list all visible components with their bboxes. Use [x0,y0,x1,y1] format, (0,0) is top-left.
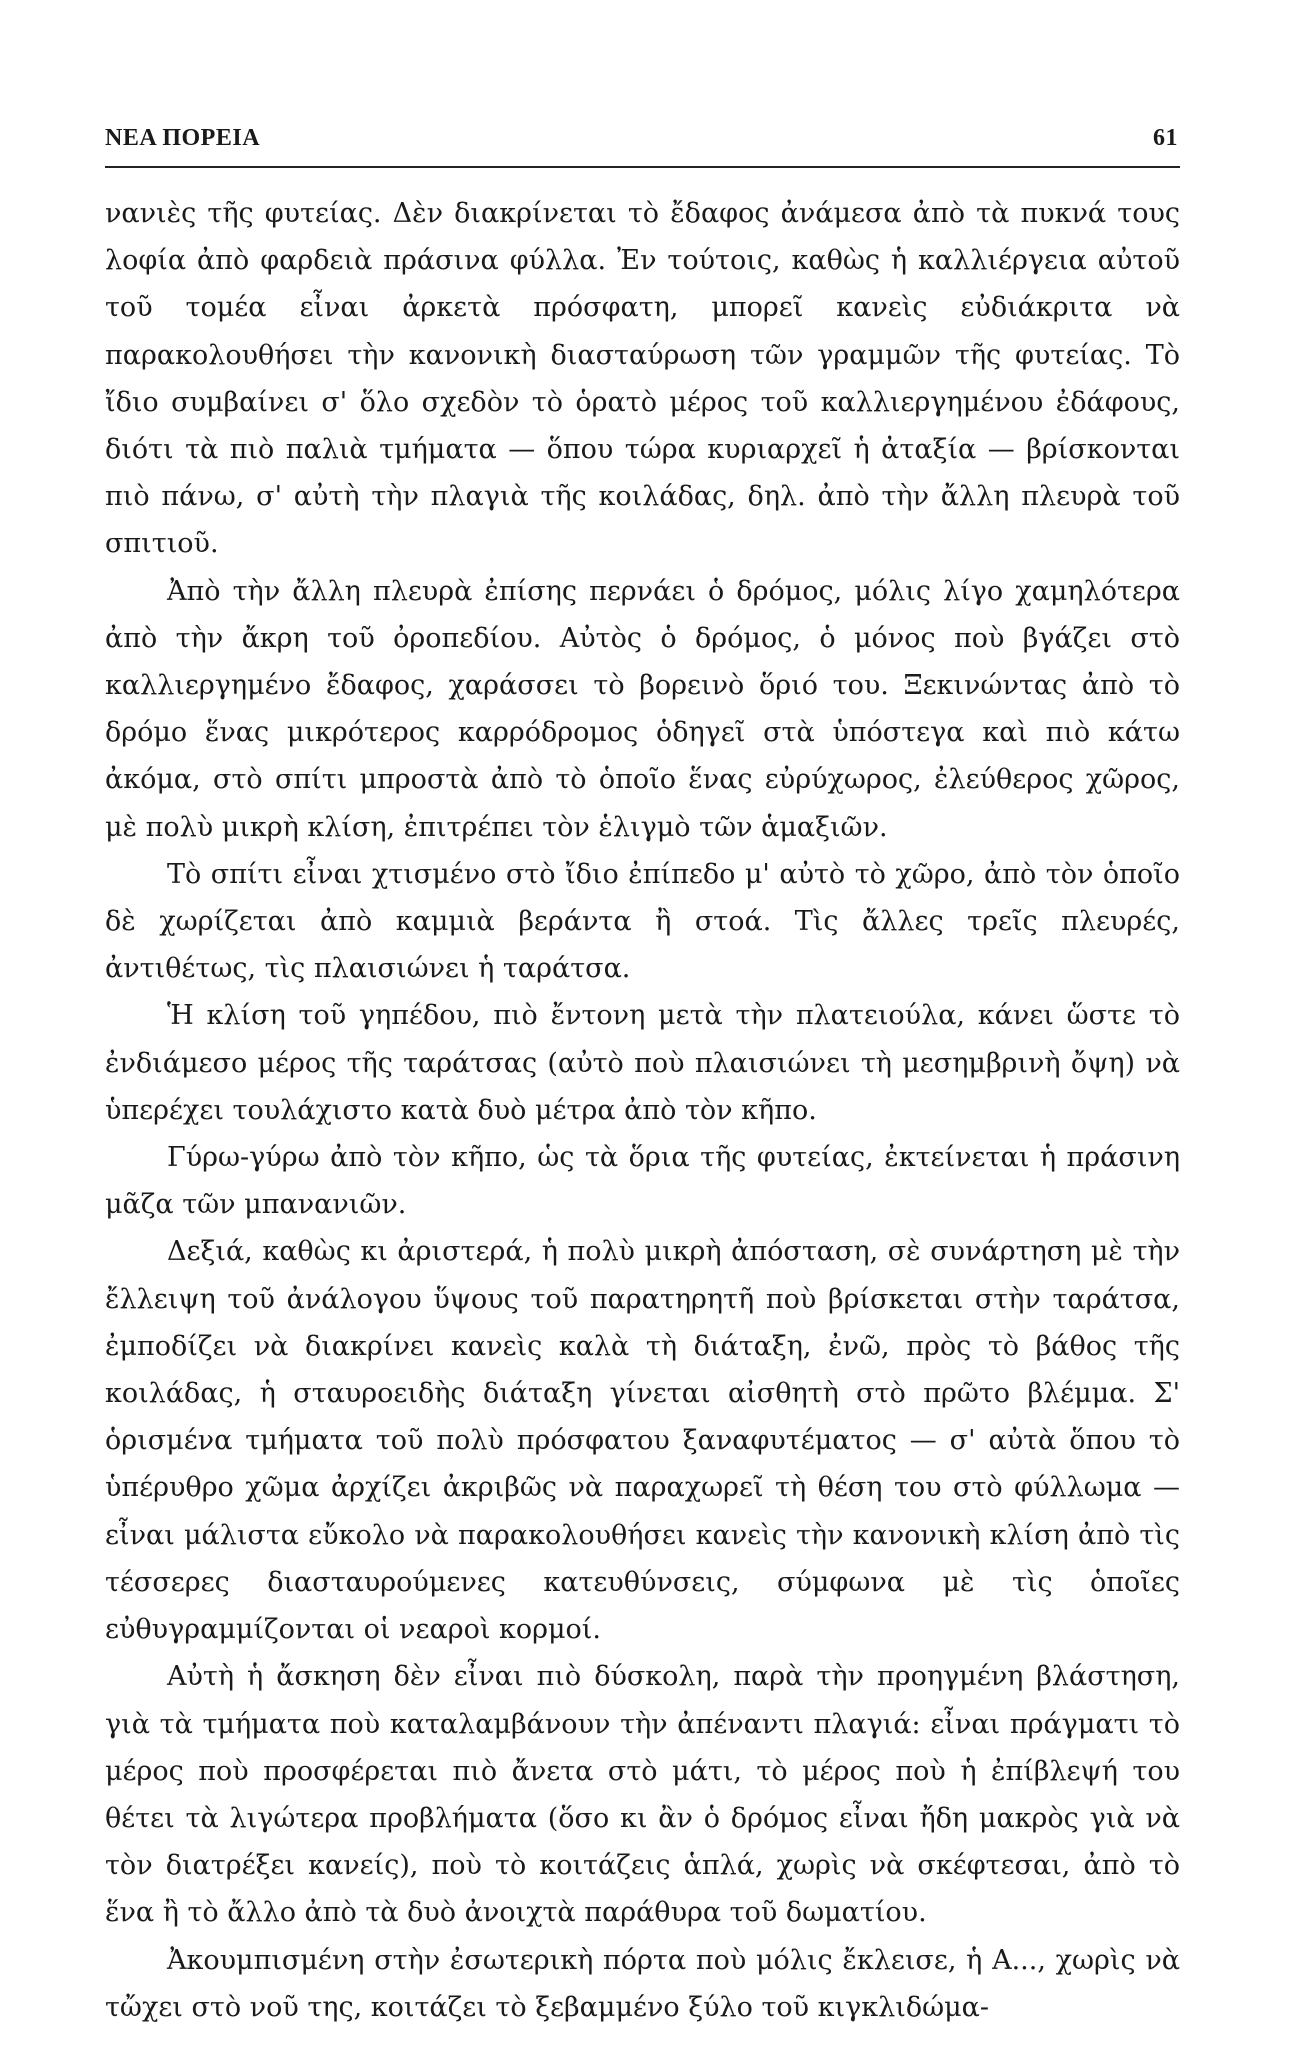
paragraph: Αὐτὴ ἡ ἄσκηση δὲν εἶναι πιὸ δύσκολη, παρὰ τὴν προηγμένη βλάστηση, γιὰ τὰ τμήματα ποὺ καταλαμβάνουν τὴν ἀπέναντι πλαγιά: εἶναι πράγματι τὸ μέρος ποὺ προσφέρεται πιὸ ἄνετα στὸ μάτι, τὸ μέρος ποὺ ἡ ἐπίβλεψή του θέτει τὰ λιγώτερα προβλήματα (ὅσο κι ἂν ὁ δρόμος εἶναι ἤδη μακρὸς γιὰ νὰ τὸν διατρέξει κανείς), ποὺ τὸ κοιτάζεις ἁπλά, χωρὶς νὰ σκέφτεσαι, ἀπὸ τὸ ἕνα ἢ τὸ ἄλλο ἀπὸ τὰ δυὸ ἀνοιχτὰ παράθυρα τοῦ δωματίου. [105,1661,1180,1929]
paragraph: Ἡ κλίση τοῦ γηπέδου, πιὸ ἔντονη μετὰ τὴν πλατειούλα, κάνει ὥστε τὸ ἐνδιάμεσο μέρος τῆς ταράτσας (αὐτὸ ποὺ πλαισιώνει τὴ μεσημβρινὴ ὄψη) νὰ ὑπερέχει τουλάχιστο κατὰ δυὸ μέτρα ἀπὸ τὸν κῆπο. [105,1000,1180,1126]
paragraph: Ἀπὸ τὴν ἄλλη πλευρὰ ἐπίσης περνάει ὁ δρόμος, μόλις λίγο χαμηλότερα ἀπὸ τὴν ἄκρη τοῦ ὀροπεδίου. Αὐτὸς ὁ δρόμος, ὁ μόνος ποὺ βγάζει στὸ καλλιεργημένο ἔδαφος, χαράσσει τὸ βορεινὸ ὅριό του. Ξεκινώντας ἀπὸ τὸ δρόμο ἕνας μικρότερος καρρόδρομος ὁδηγεῖ στὰ ὑπόστεγα καὶ πιὸ κάτω ἀκόμα, στὸ σπίτι μπροστὰ ἀπὸ τὸ ὁποῖο ἕνας εὐρύχωρος, ἐλεύθερος χῶρος, μὲ πολὺ μικρὴ κλίση, ἐπιτρέπει τὸν ἑλιγμὸ τῶν ἁμαξιῶν. [105,575,1180,843]
book-page [105,125,1180,2031]
journal-title: ΝΕΑ ΠΟΡΕΙΑ [105,125,261,151]
paragraph: Δεξιά, καθὼς κι ἀριστερά, ἡ πολὺ μικρὴ ἀπόσταση, σὲ συνάρτηση μὲ τὴν ἔλλειψη τοῦ ἀνάλογου ὕψους τοῦ παρατηρητῆ ποὺ βρίσκεται στὴν ταράτσα, ἐμποδίζει νὰ διακρίνει κανεὶς καλὰ τὴ διάταξη, ἐνῶ, πρὸς τὸ βάθος τῆς κοιλάδας, ἡ σταυροειδὴς διάταξη γίνεται αἰσθητὴ στὸ πρῶτο βλέμμα. Σ' ὁρισμένα τμήματα τοῦ πολὺ πρόσφατου ξαναφυτέματος — σ' αὐτὰ ὅπου τὸ ὑπέρυθρο χῶμα ἀρχίζει ἀκριβῶς νὰ παραχωρεῖ τὴ θέση του στὸ φύλλωμα — εἶναι μάλιστα εὔκολο νὰ παρακολουθήσει κανεὶς τὴν κανονικὴ κλίση ἀπὸ τὶς τέσσερες διασταυρούμενες κατευθύνσεις, σύμφωνα μὲ τὶς ὁποῖες εὐθυγραμμίζονται οἱ νεαροὶ κορμοί. [105,1236,1180,1646]
paragraph: Τὸ σπίτι εἶναι χτισμένο στὸ ἴδιο ἐπίπεδο μ' αὐτὸ τὸ χῶρο, ἀπὸ τὸν ὁποῖο δὲ χωρίζεται ἀπὸ καμμιὰ βεράντα ἢ στοά. Τὶς ἄλλες τρεῖς πλευρές, ἀντιθέτως, τὶς πλαισιώνει ἡ ταράτσα. [105,858,1180,985]
body-text [105,190,1180,2031]
paragraph: Γύρω-γύρω ἀπὸ τὸν κῆπο, ὡς τὰ ὅρια τῆς φυτείας, ἐκτείνεται ἡ πράσινη μᾶζα τῶν μπανανιῶν. [105,1142,1180,1221]
paragraph: νανιὲς τῆς φυτείας. Δὲν διακρίνεται τὸ ἔδαφος ἀνάμεσα ἀπὸ τὰ πυκνά τους λοφία ἀπὸ φαρδειὰ πράσινα φύλλα. Ἐν τούτοις, καθὼς ἡ καλλιέργεια αὐτοῦ τοῦ τομέα εἶναι ἀρκετὰ πρόσφατη, μπορεῖ κανεὶς εὐδιάκριτα νὰ παρακολουθήσει τὴν κανονικὴ διασταύρωση τῶν γραμμῶν τῆς φυτείας. Τὸ ἴδιο συμβαίνει σ' ὅλο σχεδὸν τὸ ὁρατὸ μέρος τοῦ καλλιεργημένου ἐδάφους, διότι τὰ πιὸ παλιὰ τμήματα — ὅπου τώρα κυριαρχεῖ ἡ ἀταξία — βρίσκονται πιὸ πάνω, σ' αὐτὴ τὴν πλαγιὰ τῆς κοιλάδας, δηλ. ἀπὸ τὴν ἄλλη πλευρὰ τοῦ σπιτιοῦ. [105,198,1180,560]
paragraph: Ἀκουμπισμένη στὴν ἐσωτερικὴ πόρτα ποὺ μόλις ἔκλεισε, ἡ Α..., χωρὶς νὰ τὤχει στὸ νοῦ της, κοιτάζει τὸ ξεβαμμένο ξύλο τοῦ κιγκλιδώμα- [105,1944,1180,2023]
page-number: 61 [1153,125,1178,151]
running-head [105,125,1180,168]
